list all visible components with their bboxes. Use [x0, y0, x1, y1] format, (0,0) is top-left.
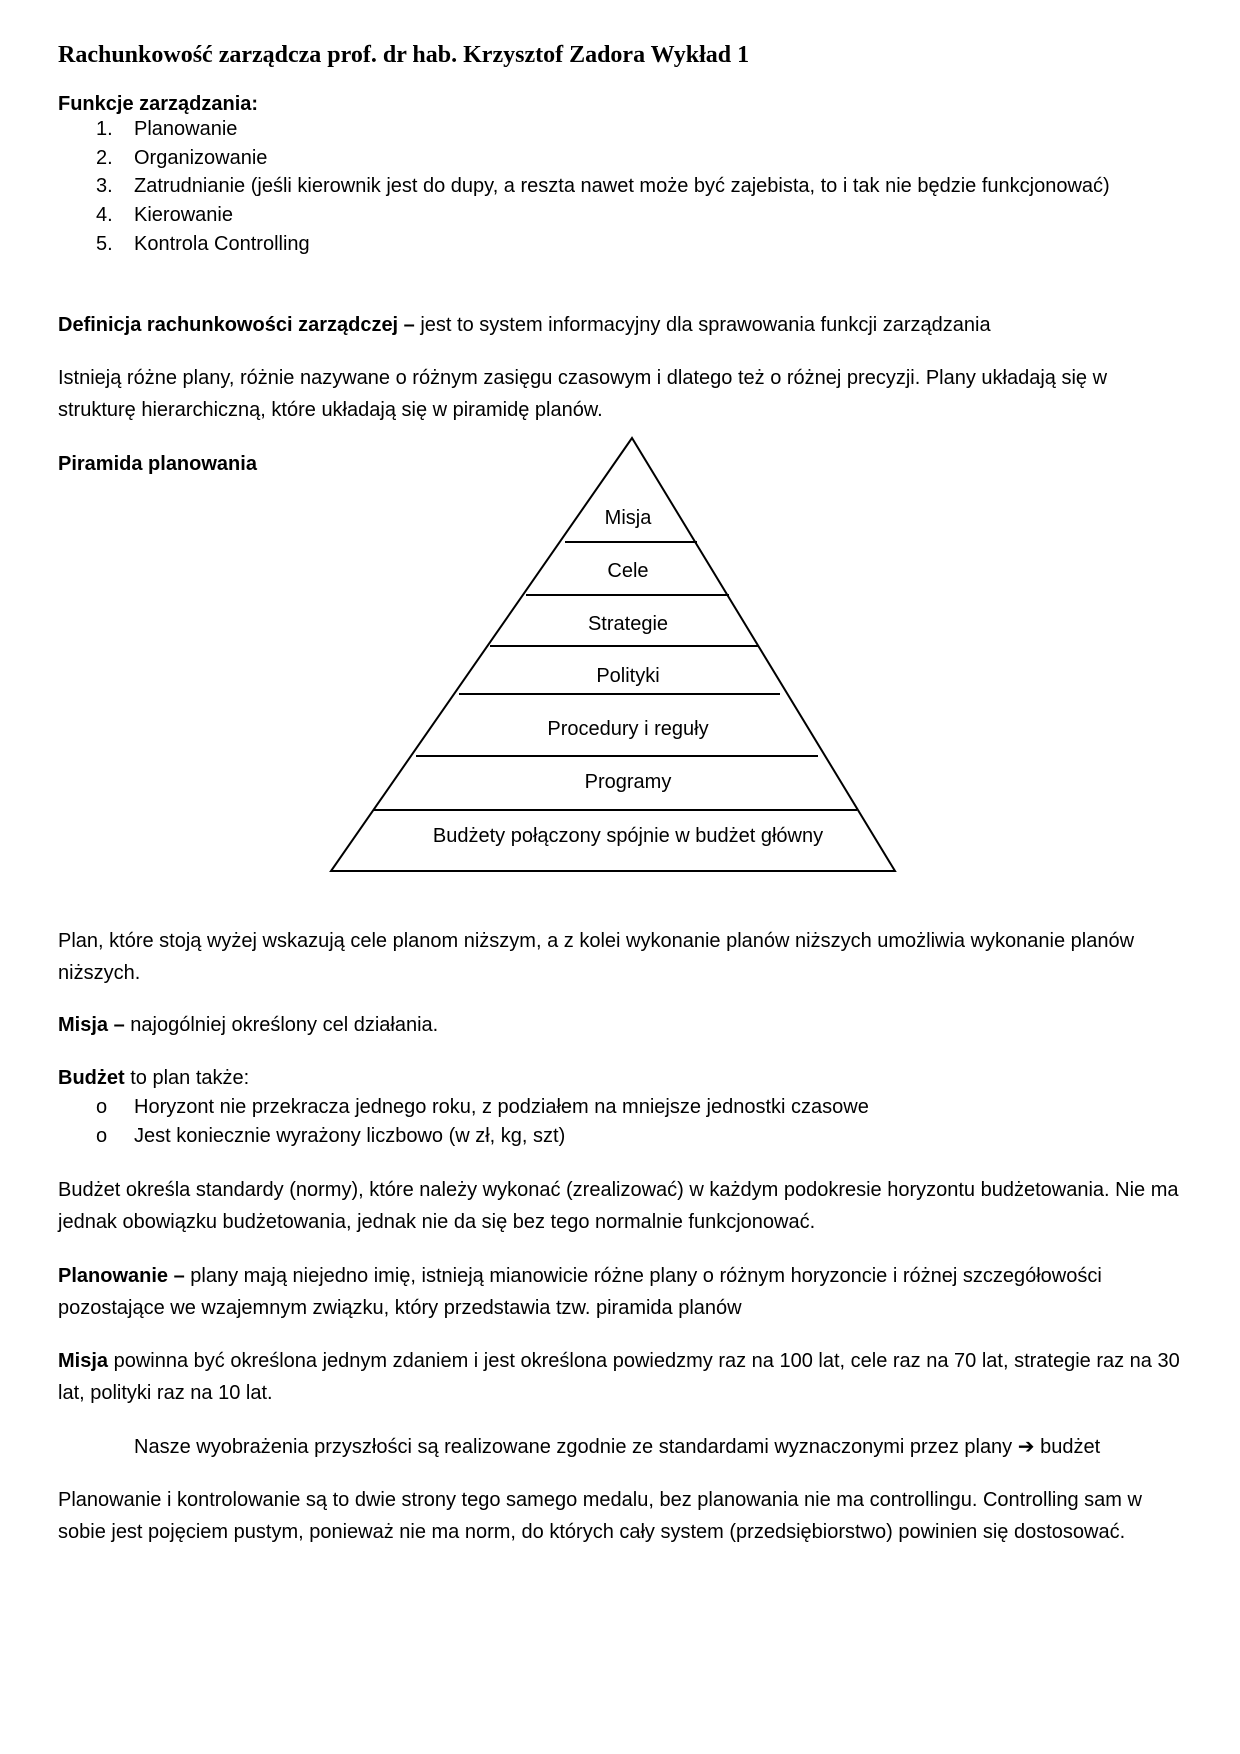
pyramid-level-strategies: Strategie: [587, 613, 669, 635]
definition-term: Definicja rachunkowości zarządczej –: [58, 314, 415, 336]
mission-definition-text: najogólniej określony cel działania.: [124, 1014, 439, 1036]
mission-term: Misja –: [58, 1014, 125, 1036]
pyramid-heading: Piramida planowania: [58, 453, 257, 475]
list-text: Kierowanie: [134, 204, 233, 226]
list-number: 1.: [96, 118, 113, 140]
planning-paragraph: [58, 1260, 1188, 1324]
list-number: 5.: [96, 233, 113, 255]
pyramid-level-procedures: Procedury i reguły: [547, 718, 709, 740]
budget-text: to plan także:: [124, 1067, 250, 1089]
document-title: Rachunkowość zarządcza prof. dr hab. Krzysztof Zadora Wykład 1: [58, 42, 750, 68]
list-text: Organizowanie: [134, 147, 268, 169]
pyramid-outline: [331, 438, 895, 871]
functions-heading: Funkcje zarządzania:: [58, 93, 259, 115]
list-number: 2.: [96, 147, 113, 169]
bullet-marker: o: [96, 1125, 108, 1147]
mission-period-paragraph: [58, 1345, 1188, 1409]
list-text: Zatrudnianie (jeśli kierownik jest do dupy, a reszta nawet może być zajebista, to i tak nie będzie funkcjonować): [134, 175, 1110, 197]
planning-text: plany mają niejedno imię, istnieją mianowicie różne plany o różnym horyzoncie i różnej szczegółowości pozostające we wzajemnym związku, który przedstawia tzw. piramida planów: [58, 1265, 1102, 1319]
arrow-icon: ➔: [1017, 1436, 1035, 1458]
budget-term: Budżet: [58, 1067, 125, 1089]
list-text: Horyzont nie przekracza jednego roku, z podziałem na mniejsze jednostki czasowe: [134, 1096, 869, 1118]
pyramid-level-mission: Misja: [604, 507, 652, 529]
future-text: Nasze wyobrażenia przyszłości są realizowane zgodnie ze standardami wyznaczonymi przez plany: [134, 1436, 1013, 1458]
budget-paragraph: [58, 1062, 1188, 1094]
pyramid-level-policies: Polityki: [596, 665, 660, 687]
mission-period-text: powinna być określona jednym zdaniem i jest określona powiedzmy raz na 100 lat, cele raz na 70 lat, strategie raz na 30 lat, polityki raz na 10 lat.: [58, 1350, 1180, 1404]
plans-intro-paragraph: Istnieją różne plany, różnie nazywane o różnym zasięgu czasowym i dlatego też o różnej precyzji. Plany układają się w strukturę hierarchiczną, które układają się w piramidę planów.: [58, 367, 1108, 421]
list-number: 4.: [96, 204, 113, 226]
planning-term: Planowanie –: [58, 1265, 185, 1287]
future-statement: [134, 1431, 1100, 1463]
plan-hierarchy-paragraph: Plan, które stoją wyżej wskazują cele planom niższym, a z kolei wykonanie planów niższych umożliwia wykonanie planów niższych.: [58, 930, 1135, 984]
pyramid-level-programs: Programy: [584, 771, 672, 793]
future-result: budżet: [1040, 1436, 1101, 1458]
bullet-marker: o: [96, 1096, 108, 1118]
list-text: Jest koniecznie wyrażony liczbowo (w zł, kg, szt): [134, 1125, 566, 1147]
list-text: Kontrola Controlling: [134, 233, 310, 255]
budget-standards-paragraph: Budżet określa standardy (normy), które należy wykonać (zrealizować) w każdym podokresie horyzontu budżetowania. Nie ma jednak obowiązku budżetowania, jednak nie da się bez tego normalnie funkcjonować.: [58, 1179, 1179, 1233]
definition-text: jest to system informacyjny dla sprawowania funkcji zarządzania: [414, 314, 991, 336]
mission-period-term: Misja: [58, 1350, 109, 1372]
pyramid-level-budgets: Budżety połączony spójnie w budżet główny: [432, 825, 824, 847]
controlling-paragraph: Planowanie i kontrolowanie są to dwie strony tego samego medalu, bez planowania nie ma controllingu. Controlling sam w sobie jest pojęciem pustym, ponieważ nie ma norm, do których cały system (przedsiębiorstwo) powinien się dostosować.: [58, 1489, 1142, 1543]
list-number: 3.: [96, 175, 113, 197]
list-text: Planowanie: [134, 118, 238, 140]
pyramid-level-goals: Cele: [607, 560, 649, 582]
mission-definition-paragraph: [58, 1009, 1188, 1041]
